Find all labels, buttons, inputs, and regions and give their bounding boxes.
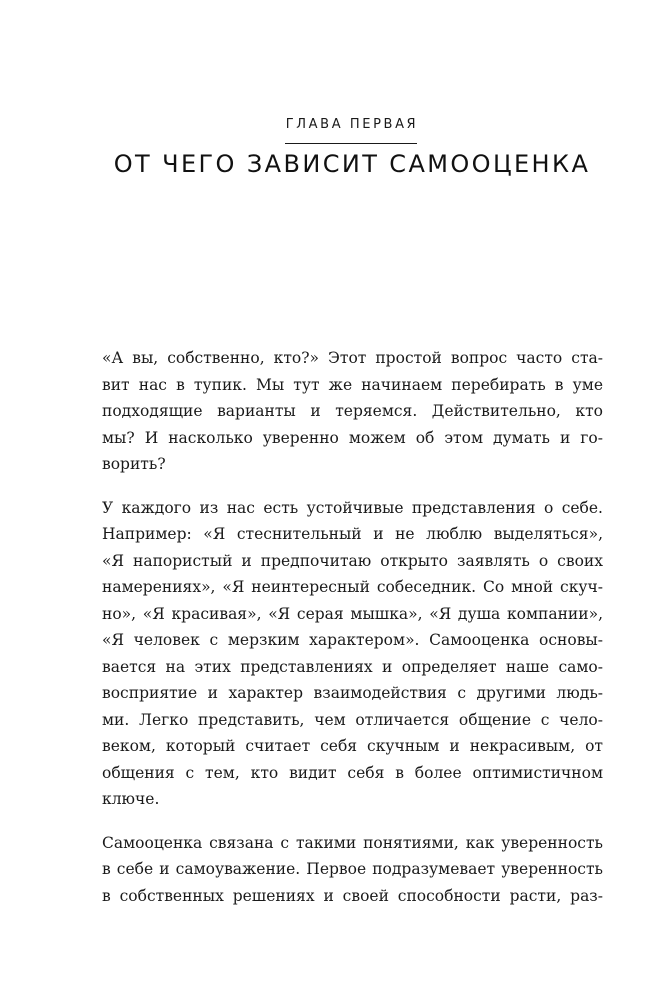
text-line: подходящие варианты и теряемся. Действительно, кто	[102, 402, 603, 420]
text-line: в собственных решениях и своей способности расти, раз-	[102, 886, 603, 905]
text-line: но», «Я красивая», «Я серая мышка», «Я душа компании»,	[102, 604, 603, 623]
text-line: намерениях», «Я неинтересный собеседник. Со мной скуч-	[102, 578, 603, 596]
chapter-label: ГЛАВА ПЕРВАЯ	[285, 117, 419, 132]
paragraph	[102, 495, 603, 813]
chapter-divider	[285, 143, 417, 144]
text-line: ми. Легко представить, чем отличается общение с чело-	[102, 710, 603, 729]
text-line: общения с тем, кто видит себя в более оптимистичном	[102, 763, 603, 782]
paragraph	[102, 345, 603, 478]
text-line: вит нас в тупик. Мы тут же начинаем перебирать в уме	[102, 375, 603, 394]
text-line: мы? И насколько уверенно можем об этом думать и го-	[102, 428, 603, 447]
text-line: Самооценка связана с такими понятиями, как уверенность	[102, 833, 603, 852]
text-line: в себе и самоуважение. Первое подразумевает уверенность	[102, 860, 603, 878]
text-line: Например: «Я стеснительный и не люблю выделяться»,	[102, 525, 603, 543]
text-line: ворить?	[102, 455, 166, 473]
text-line: восприятие и характер взаимодействия с другими людь-	[102, 684, 603, 702]
paragraph	[102, 830, 603, 910]
text-line: «Я человек с мерзким характером». Самооценка основы-	[102, 631, 603, 649]
text-line: вается на этих представлениях и определяет наше само-	[102, 657, 603, 676]
paragraph-gap	[102, 813, 603, 830]
text-line: веком, который считает себя скучным и некрасивым, от	[102, 737, 603, 755]
body-text	[102, 345, 603, 909]
chapter-title: ОТ ЧЕГО ЗАВИСИТ САМООЦЕНКА	[113, 150, 591, 178]
text-line: «Я напористый и предпочитаю открыто заявлять о своих	[102, 551, 603, 570]
text-line: «А вы, собственно, кто?» Этот простой вопрос часто ста-	[102, 349, 603, 367]
text-line: У каждого из нас есть устойчивые представления о себе.	[102, 498, 603, 517]
text-line: ключе.	[102, 790, 160, 808]
paragraph-gap	[102, 478, 603, 495]
